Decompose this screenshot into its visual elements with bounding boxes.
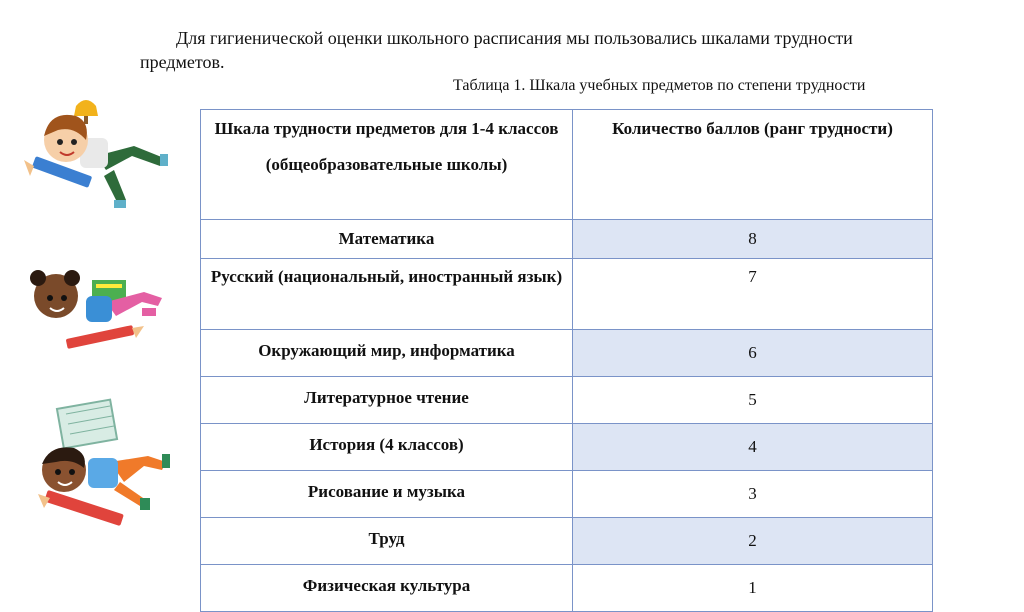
- table-row: [201, 220, 933, 259]
- table-row: [201, 565, 933, 612]
- difficulty-scale-table: [200, 109, 933, 612]
- table-row: [201, 471, 933, 518]
- subject-cell: Математика: [201, 220, 573, 259]
- table-row: [201, 518, 933, 565]
- table-row: [201, 259, 933, 330]
- score-cell: 1: [573, 565, 933, 612]
- score-cell: 8: [573, 220, 933, 259]
- subject-cell: История (4 классов): [201, 424, 573, 471]
- header-score: Количество баллов (ранг трудности): [573, 110, 933, 220]
- score-cell: 2: [573, 518, 933, 565]
- subject-cell: Труд: [201, 518, 573, 565]
- score-cell: 3: [573, 471, 933, 518]
- table-row: [201, 330, 933, 377]
- header-subject: Шкала трудности предметов для 1-4 классов (общеобразовательные школы): [201, 110, 573, 220]
- score-cell: 4: [573, 424, 933, 471]
- pencil-icon: [66, 325, 144, 349]
- kid-with-notebook-illustration: [20, 398, 170, 530]
- table-caption: Таблица 1. Шкала учебных предметов по степени трудности: [453, 77, 866, 94]
- subject-cell: Русский (национальный, иностранный язык): [201, 259, 573, 330]
- notebook-icon: [57, 400, 117, 449]
- score-cell: 6: [573, 330, 933, 377]
- pencil-icon: [38, 490, 124, 526]
- intro-paragraph: Для гигиенической оценки школьного расписания мы пользовались шкалами трудности предметов.: [140, 28, 853, 72]
- subject-cell: Окружающий мир, информатика: [201, 330, 573, 377]
- subject-cell: Рисование и музыка: [201, 471, 573, 518]
- subject-cell: Литературное чтение: [201, 377, 573, 424]
- table-row: [201, 424, 933, 471]
- table-row: [201, 377, 933, 424]
- score-cell: 7: [573, 259, 933, 330]
- table-header-row: [201, 110, 933, 220]
- subject-cell: Физическая культура: [201, 565, 573, 612]
- kid-with-book-illustration: [16, 258, 164, 352]
- kid-with-bell-illustration: [14, 96, 170, 216]
- score-cell: 5: [573, 377, 933, 424]
